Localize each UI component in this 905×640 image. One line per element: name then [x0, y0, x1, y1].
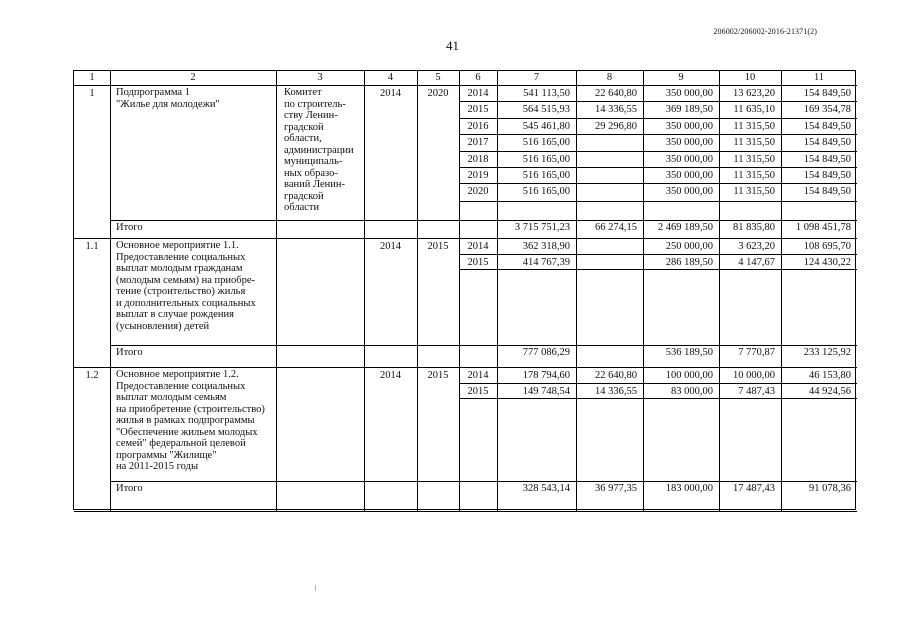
year-cell: 2015: [467, 385, 489, 397]
header-cell: 4: [387, 72, 394, 83]
amount-other: 154 849,50: [803, 88, 851, 99]
amount-local: 11 315,50: [733, 170, 775, 181]
amount-other: 154 849,50: [803, 153, 851, 165]
total-amount: 81 835,80: [733, 222, 775, 233]
year-row-divider: [459, 183, 857, 184]
total-amount: 3 715 751,23: [514, 222, 570, 233]
amount-local: 3 623,20: [738, 241, 775, 252]
amount-other: 154 849,50: [803, 170, 851, 181]
year-cell: 2014: [467, 241, 489, 252]
amount-local: 11 315,50: [733, 153, 775, 165]
year-row-divider: [459, 201, 857, 202]
total-label: Итого: [116, 222, 143, 233]
start-year: 2014: [380, 88, 401, 99]
year-row-divider: [459, 167, 857, 168]
amount-other: 169 354,78: [803, 104, 851, 116]
amount-federal: 29 296,80: [595, 120, 637, 132]
column-divider: [364, 71, 365, 511]
year-row-divider: [459, 383, 857, 384]
total-amount: 91 078,36: [809, 483, 851, 494]
year-row-divider: [459, 254, 857, 255]
column-divider: [110, 71, 111, 511]
amount-total: 178 794,60: [522, 370, 570, 381]
column-divider: [497, 71, 498, 511]
budget-table: [73, 70, 856, 510]
amount-other: 154 849,50: [803, 137, 851, 149]
amount-local: 7 487,43: [738, 385, 775, 397]
header-cell: 9: [678, 72, 684, 83]
block-divider: [74, 367, 857, 368]
amount-local: 4 147,67: [738, 256, 775, 268]
year-cell: 2014: [467, 370, 489, 381]
column-divider: [719, 71, 720, 511]
year-cell: 2018: [467, 153, 489, 165]
amount-local: 11 315,50: [733, 120, 775, 132]
amount-local: 13 623,20: [733, 88, 775, 99]
column-divider: [643, 71, 644, 511]
amount-other: 124 430,22: [803, 256, 851, 268]
header-divider: [74, 85, 857, 86]
amount-regional: 250 000,00: [665, 241, 713, 252]
amount-total: 516 165,00: [522, 186, 570, 198]
amount-total: 516 165,00: [522, 153, 570, 165]
activity-title: Основное мероприятие 1.1. Предоставление социальных выплат молодым гражданам (молодым семьям) на приобре- тение (строительство) жилья и дополнительных социальных выплат в случае рождения (усыновления) детей: [116, 240, 256, 332]
header-cell: 7: [533, 72, 540, 83]
amount-federal: 14 336,55: [595, 104, 637, 116]
end-year: 2015: [427, 241, 449, 252]
block-divider: [74, 511, 857, 512]
header-cell: 3: [317, 72, 323, 83]
total-amount: 66 274,15: [595, 222, 637, 233]
total-amount: 183 000,00: [665, 483, 713, 494]
end-year: 2020: [427, 88, 449, 99]
total-amount: 36 977,35: [595, 483, 637, 494]
amount-regional: 350 000,00: [665, 170, 713, 181]
year-row-divider: [459, 101, 857, 102]
total-amount: 7 770,87: [738, 347, 775, 358]
amount-federal: 14 336,55: [595, 385, 637, 397]
header-cell: 8: [606, 72, 613, 83]
page-number: 41: [446, 38, 459, 53]
amount-total: 149 748,54: [522, 385, 570, 397]
total-amount: 17 487,43: [733, 483, 775, 494]
amount-regional: 369 189,50: [665, 104, 713, 116]
column-divider: [417, 71, 418, 511]
start-year: 2014: [380, 370, 401, 381]
total-amount: 1 098 451,78: [795, 222, 851, 233]
amount-local: 11 315,50: [733, 186, 775, 198]
total-amount: 536 189,50: [665, 347, 713, 358]
amount-regional: 350 000,00: [665, 186, 713, 198]
total-row-divider: [110, 481, 857, 482]
year-cell: 2015: [467, 104, 489, 116]
year-cell: 2017: [467, 137, 489, 149]
amount-regional: 83 000,00: [671, 385, 713, 397]
year-row-divider: [459, 134, 857, 135]
row-number: 1: [89, 88, 95, 99]
year-row-divider: [459, 398, 857, 399]
block-divider: [74, 238, 857, 239]
amount-regional: 350 000,00: [665, 137, 713, 149]
amount-regional: 100 000,00: [665, 370, 713, 381]
activity-title: Основное мероприятие 1.2. Предоставление социальных выплат молодым семьям на приобретение (строительство) жилья в рамках подпрограммы "Обеспечение жильем молодых семей" федеральной целевой программы "Жилище" на 2011-2015 годы: [116, 369, 265, 472]
total-row-divider: [110, 345, 857, 346]
header-cell: 2: [190, 72, 196, 83]
scan-mark: [315, 585, 316, 591]
amount-total: 362 318,90: [522, 241, 570, 252]
total-amount: 2 469 189,50: [657, 222, 713, 233]
header-cell: 10: [744, 72, 756, 83]
year-cell: 2015: [467, 256, 489, 268]
year-cell: 2019: [467, 170, 489, 181]
year-row-divider: [459, 151, 857, 152]
amount-other: 154 849,50: [803, 186, 851, 198]
amount-other: 154 849,50: [803, 120, 851, 132]
amount-total: 414 767,39: [522, 256, 570, 268]
amount-local: 11 635,10: [733, 104, 775, 116]
row-number: 1.2: [85, 370, 99, 381]
amount-regional: 350 000,00: [665, 120, 713, 132]
amount-total: 564 515,93: [522, 104, 570, 116]
year-row-divider: [459, 118, 857, 119]
executor-name: Комитет по строитель- ству Ленин- градской области, администрации муниципаль- ных образо- ваний Ленин- градской области: [284, 87, 354, 213]
total-label: Итого: [116, 347, 143, 358]
total-amount: 328 543,14: [522, 483, 570, 494]
amount-regional: 286 189,50: [665, 256, 713, 268]
total-label: Итого: [116, 483, 143, 494]
column-divider: [276, 71, 277, 511]
column-divider: [781, 71, 782, 511]
amount-total: 516 165,00: [522, 137, 570, 149]
amount-total: 545 461,80: [522, 120, 570, 132]
total-amount: 233 125,92: [803, 347, 851, 358]
amount-other: 44 924,56: [809, 385, 851, 397]
header-cell: 6: [475, 72, 481, 83]
row-number: 1.1: [85, 241, 99, 252]
amount-regional: 350 000,00: [665, 88, 713, 99]
activity-title: Подпрограмма 1 "Жилье для молодежи": [116, 87, 220, 110]
year-row-divider: [459, 269, 857, 270]
year-cell: 2020: [467, 186, 489, 198]
amount-federal: 22 640,80: [595, 88, 637, 99]
total-row-divider: [110, 220, 857, 221]
amount-local: 11 315,50: [733, 137, 775, 149]
amount-local: 10 000,00: [733, 370, 775, 381]
year-cell: 2016: [467, 120, 489, 132]
document-number: 206002/206002-2016-21371(2): [713, 27, 817, 36]
total-amount: 777 086,29: [522, 347, 570, 358]
header-cell: 11: [813, 72, 825, 83]
end-year: 2015: [427, 370, 449, 381]
column-divider: [576, 71, 577, 511]
amount-federal: 22 640,80: [595, 370, 637, 381]
year-cell: 2014: [467, 88, 489, 99]
amount-regional: 350 000,00: [665, 153, 713, 165]
start-year: 2014: [380, 241, 401, 252]
amount-total: 541 113,50: [523, 88, 570, 99]
header-cell: 5: [435, 72, 441, 83]
amount-other: 108 695,70: [803, 241, 851, 252]
amount-other: 46 153,80: [809, 370, 851, 381]
header-cell: 1: [89, 72, 95, 83]
amount-total: 516 165,00: [522, 170, 570, 181]
